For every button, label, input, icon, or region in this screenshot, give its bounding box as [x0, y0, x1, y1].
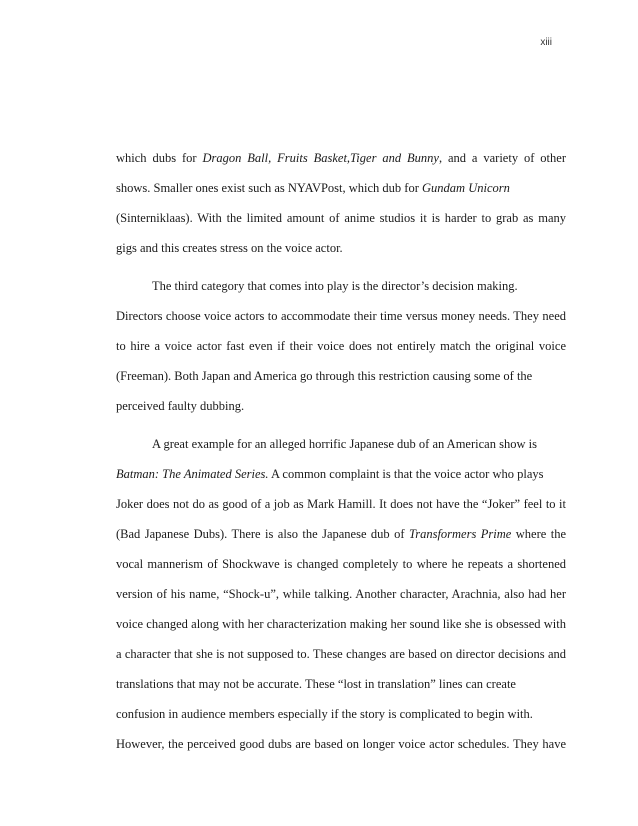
text-line [116, 734, 566, 764]
text-line [116, 336, 566, 366]
text-line [116, 584, 566, 614]
page-number: xiii [540, 37, 552, 48]
text-segment: A great example for an alleged horrific Japanese dub of an American show is [152, 437, 537, 451]
text-line [116, 396, 566, 426]
text-line [116, 674, 566, 704]
text-segment: A common complaint is that the voice actor who plays [268, 467, 544, 481]
text-segment: Directors choose voice actors to accommodate their time versus money needs. They need [116, 309, 566, 323]
text-segment: (Sinterniklaas). With the limited amount of anime studios it is harder to grab as many [116, 211, 566, 225]
text-segment: However, the perceived good dubs are based on longer voice actor schedules. They have [116, 737, 566, 751]
text-segment: a character that she is not supposed to. These changes are based on director decisions and [116, 647, 566, 661]
text-segment: to hire a voice actor fast even if their voice does not entirely match the original voice [116, 339, 566, 353]
text-line [116, 464, 566, 494]
text-segment: voice changed along with her characterization making her sound like she is obsessed with [116, 617, 566, 631]
text-segment: , and a variety of other [438, 151, 566, 165]
text-segment-italic: Gundam Unicorn [422, 181, 510, 195]
text-segment: translations that may not be accurate. These “lost in translation” lines can create [116, 677, 516, 691]
text-segment: where the [511, 527, 566, 541]
text-segment: confusion in audience members especially if the story is complicated to begin with. [116, 707, 533, 721]
text-line [116, 644, 566, 674]
text-segment-italic: Dragon Ball, Fruits Basket,Tiger and Bunny [202, 151, 439, 165]
text-line [116, 614, 566, 644]
text-segment: version of his name, “Shock-u”, while talking. Another character, Arachnia, also had her [116, 587, 566, 601]
text-line [116, 238, 566, 268]
text-line [116, 366, 566, 396]
text-segment: Joker does not do as good of a job as Mark Hamill. It does not have the “Joker” feel to it [116, 497, 566, 511]
text-line [116, 276, 566, 306]
text-line [116, 524, 566, 554]
text-line [116, 148, 566, 178]
text-segment-italic: Batman: The Animated Series. [116, 467, 269, 481]
text-segment: (Bad Japanese Dubs). There is also the Japanese dub of [116, 527, 409, 541]
text-line [116, 178, 566, 208]
text-line [116, 494, 566, 524]
text-segment: which dubs for [116, 151, 203, 165]
text-segment: perceived faulty dubbing. [116, 399, 245, 413]
text-segment: gigs and this creates stress on the voice actor. [116, 241, 343, 255]
text-line [116, 434, 566, 464]
text-segment: vocal mannerism of Shockwave is changed completely to where he repeats a shortened [116, 557, 566, 571]
text-segment: (Freeman). Both Japan and America go through this restriction causing some of the [116, 369, 533, 383]
body-text [116, 148, 566, 764]
text-line [116, 554, 566, 584]
text-segment: shows. Smaller ones exist such as NYAVPost, which dub for [116, 181, 423, 195]
text-line [116, 306, 566, 336]
text-line [116, 208, 566, 238]
text-segment: The third category that comes into play is the director’s decision making. [152, 279, 518, 293]
text-line [116, 704, 566, 734]
text-segment-italic: Transformers Prime [408, 527, 512, 541]
